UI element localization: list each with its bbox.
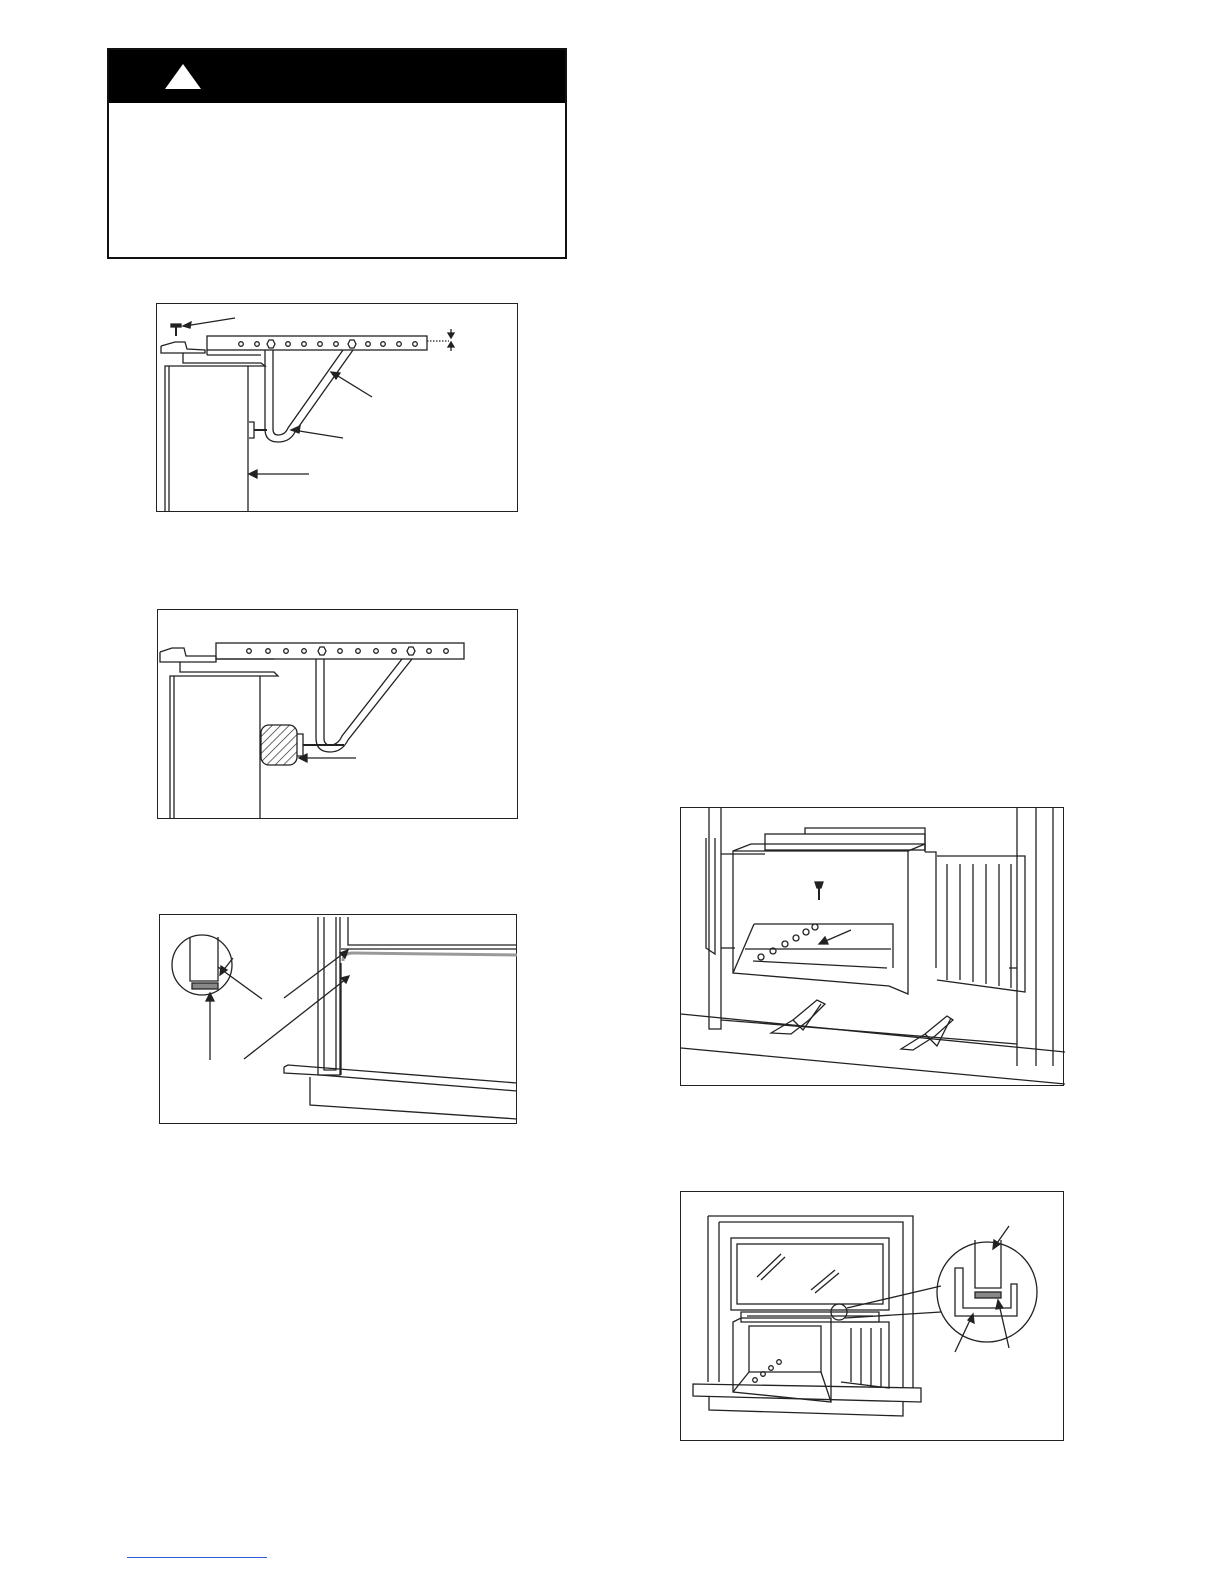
support-bracket-drawing bbox=[157, 304, 519, 513]
warning-triangle-icon bbox=[163, 62, 203, 90]
warning-box bbox=[107, 48, 567, 259]
figure-bracket-block bbox=[157, 609, 518, 819]
sleeve-in-window-drawing bbox=[681, 808, 1065, 1087]
figure-window-seal bbox=[159, 914, 517, 1124]
footer-rule bbox=[127, 1557, 267, 1558]
figure-sleeve-install bbox=[680, 807, 1064, 1086]
window-closed-on-sleeve-drawing bbox=[681, 1192, 1065, 1442]
figure-bracket-screw bbox=[156, 303, 518, 512]
warning-header-bar bbox=[109, 50, 565, 103]
window-sash-seal-drawing bbox=[160, 915, 518, 1125]
figure-window-closed bbox=[680, 1191, 1064, 1441]
support-bracket-wood-block-drawing bbox=[158, 610, 519, 820]
